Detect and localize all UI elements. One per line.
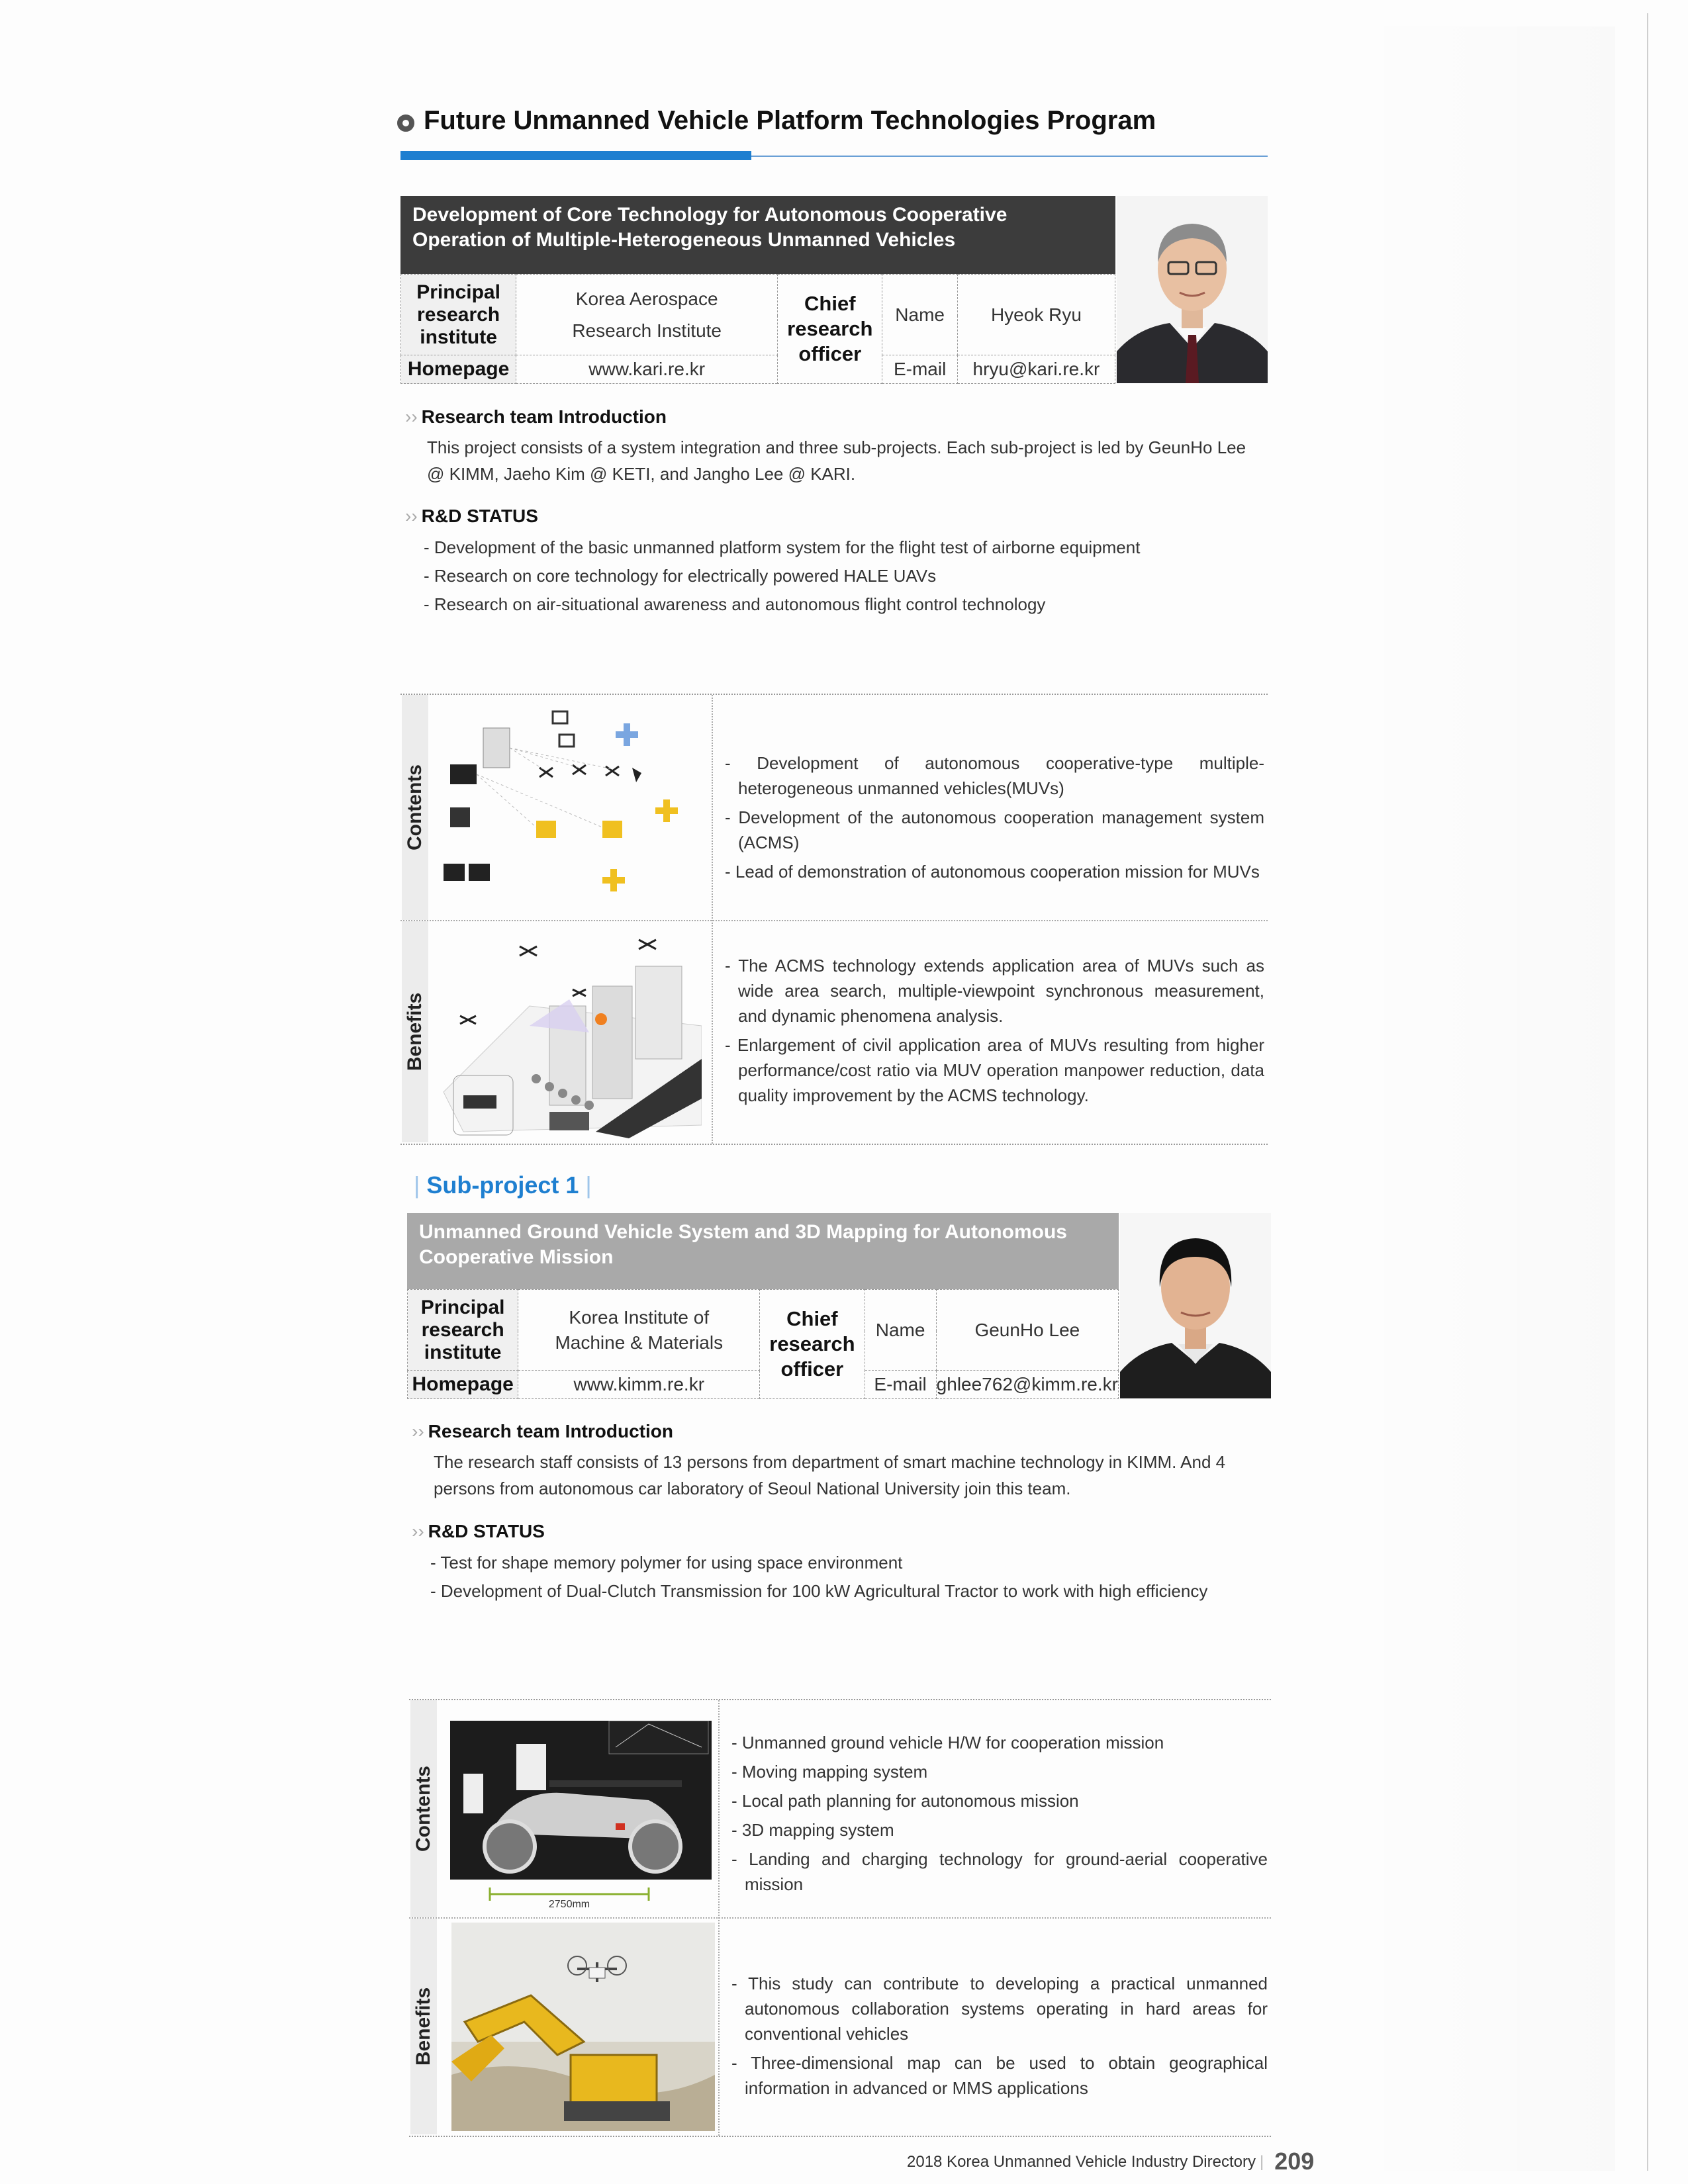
- system-diagram: [437, 702, 702, 913]
- sub-chief-portrait-photo: [1120, 1213, 1271, 1398]
- contents-list: [731, 1730, 1268, 1901]
- title-underline-accent: [400, 151, 751, 160]
- benefits-item: - The ACMS technology extends application area of MUVs such as wide area search, multiple-viewpoint synchronous measurement, and dynamic phenomena analysis.: [725, 956, 1264, 1026]
- project-title: Development of Core Technology for Autonomous Cooperative Operation of Multiple-Heterogeneous Unmanned Vehicles: [412, 204, 1008, 251]
- team-text: The research staff consists of 13 persons from department of smart machine technology in KIMM. And 4 persons from autonomous car laboratory of Seoul National University join this team.: [434, 1452, 1226, 1498]
- benefits-item: - Enlargement of civil application area of MUVs resulting from higher performance/cost ratio via MUV operation manpower reduction, data quality improvement by the ACMS technology.: [725, 1035, 1264, 1105]
- status-item: - Development of the basic unmanned platform system for the flight test of airborne equipment: [424, 537, 1141, 557]
- email-label: E-mail: [882, 355, 957, 384]
- mission-system-diagram-icon: [437, 702, 702, 913]
- person-portrait-icon: [1120, 1213, 1271, 1398]
- institute-value: Korea Aerospace Research Institute: [516, 275, 778, 355]
- status-heading: ›› R&D STATUS: [405, 506, 538, 526]
- excavator-drone-icon: [451, 1923, 715, 2131]
- contents-item: - Lead of demonstration of autonomous cooperation mission for MUVs: [725, 862, 1260, 882]
- benefits-item: - Three-dimensional map can be used to obtain geographical information in advanced or MMS applications: [731, 2053, 1268, 2098]
- cooperation-scene-icon: [437, 927, 702, 1138]
- homepage-value[interactable]: www.kimm.re.kr: [518, 1371, 760, 1399]
- contents-side-label: Contents: [410, 1700, 437, 1917]
- email-label: E-mail: [865, 1371, 936, 1399]
- panel-row-divider: [409, 1917, 1271, 1919]
- contents-side-label: Contents: [402, 695, 428, 920]
- status-list: [424, 533, 1140, 619]
- team-heading: ›› Research team Introduction: [412, 1421, 673, 1441]
- name-value: GeunHo Lee: [936, 1290, 1118, 1371]
- contents-item: - Development of autonomous cooperative-type multiple-heterogeneous unmanned vehicles(MUVs): [725, 753, 1264, 798]
- project-info-table: [400, 274, 1115, 384]
- footer-text: 2018 Korea Unmanned Vehicle Industry Directory: [907, 2153, 1256, 2171]
- benefits-diagram: [437, 927, 702, 1138]
- benefits-side-label: Benefits: [410, 1919, 437, 2134]
- ground-vehicle-icon: [450, 1721, 712, 1909]
- page-number: 209: [1274, 2148, 1315, 2175]
- page-shade: [1350, 26, 1615, 2171]
- sub-project-title-banner: [407, 1213, 1119, 1289]
- benefits-item: - This study can contribute to developing a practical unmanned autonomous collaboration systems operating in hard areas for conventional vehicles: [731, 1974, 1268, 2044]
- contents-item: - Landing and charging technology for ground-aerial cooperative mission: [731, 1849, 1268, 1894]
- principal-label: Principal research institute: [401, 275, 516, 355]
- page-edge: [1647, 13, 1648, 2171]
- project-title-banner: [400, 196, 1115, 274]
- contents-list: [725, 751, 1264, 888]
- name-value: Hyeok Ryu: [957, 275, 1115, 355]
- contents-item: - 3D mapping system: [731, 1820, 894, 1840]
- page-footer: 2018 Korea Unmanned Vehicle Industry Directory | 209: [907, 2148, 1315, 2175]
- homepage-value[interactable]: www.kari.re.kr: [516, 355, 778, 384]
- principal-label: Principal research institute: [408, 1290, 518, 1371]
- dimension-label: 2750mm: [548, 1899, 590, 1909]
- name-label: Name: [865, 1290, 936, 1371]
- benefits-list: [725, 953, 1264, 1112]
- circle-bullet-icon: [397, 114, 414, 132]
- benefits-list: [731, 1971, 1268, 2105]
- email-value[interactable]: ghlee762@kimm.re.kr: [936, 1371, 1118, 1399]
- status-item: - Research on air-situational awareness and autonomous flight control technology: [424, 594, 1046, 614]
- program-title: Future Unmanned Vehicle Platform Technologies Program: [397, 106, 1156, 136]
- status-list: [430, 1549, 1207, 1606]
- team-text: This project consists of a system integration and three sub-projects. Each sub-project is led by GeunHo Lee @ KIMM, Jaeho Kim @ KETI, and Jangho Lee @ KARI.: [427, 437, 1246, 484]
- status-item: - Test for shape memory polymer for using space environment: [430, 1553, 903, 1572]
- excavator-drone-photo: [451, 1923, 715, 2131]
- sub-project-label: | Sub-project 1 |: [414, 1171, 592, 1199]
- institute-value: Korea Institute of Machine & Materials: [518, 1290, 760, 1371]
- ugv-photo: [450, 1721, 712, 1909]
- person-portrait-icon: [1117, 196, 1268, 383]
- status-heading: ›› R&D STATUS: [412, 1521, 545, 1541]
- chief-label: Chief research officer: [760, 1290, 865, 1399]
- status-item: - Development of Dual-Clutch Transmission for 100 kW Agricultural Tractor to work with high efficiency: [430, 1581, 1208, 1601]
- team-heading: ›› Research team Introduction: [405, 406, 667, 427]
- panel-divider: [712, 695, 713, 1144]
- chief-portrait-photo: [1117, 196, 1268, 383]
- status-item: - Research on core technology for electrically powered HALE UAVs: [424, 566, 937, 586]
- sub-project-info-table: [407, 1289, 1119, 1399]
- chief-label: Chief research officer: [778, 275, 882, 384]
- sub-project-title: Unmanned Ground Vehicle System and 3D Mapping for Autonomous Cooperative Mission: [419, 1221, 1067, 1268]
- title-underline: [751, 156, 1268, 157]
- contents-item: - Unmanned ground vehicle H/W for cooperation mission: [731, 1733, 1164, 1752]
- contents-item: - Moving mapping system: [731, 1762, 928, 1782]
- name-label: Name: [882, 275, 957, 355]
- contents-item: - Local path planning for autonomous mission: [731, 1791, 1079, 1811]
- homepage-label: Homepage: [408, 1371, 518, 1399]
- panel-row-divider: [400, 920, 1268, 921]
- benefits-side-label: Benefits: [402, 921, 428, 1142]
- contents-item: - Development of the autonomous cooperation management system (ACMS): [725, 807, 1264, 852]
- homepage-label: Homepage: [401, 355, 516, 384]
- email-value[interactable]: hryu@kari.re.kr: [957, 355, 1115, 384]
